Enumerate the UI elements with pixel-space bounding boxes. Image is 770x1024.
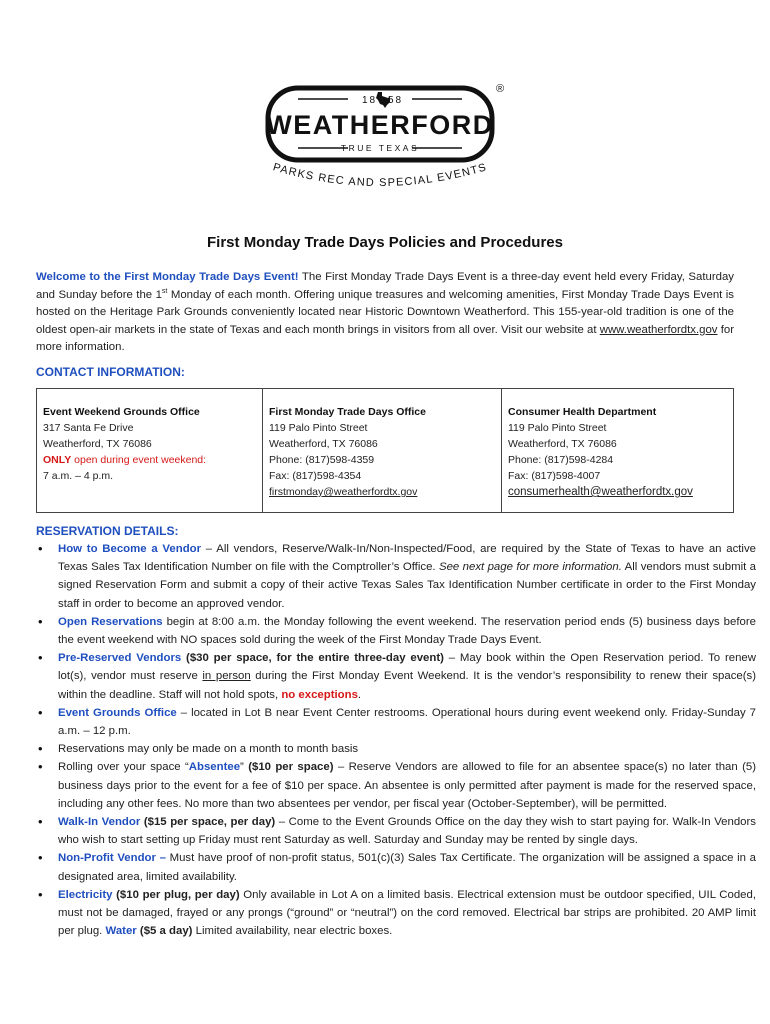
item-label: Pre-Reserved Vendors [58,652,182,665]
item-bold: ($10 per space) [243,761,334,774]
intro-paragraph [36,269,734,357]
list-item [58,540,756,613]
address-line: Weatherford, TX 76086 [43,438,152,450]
item-red: no exceptions [281,688,358,701]
item-label: Non-Profit Vendor – [58,852,166,865]
item-label: Event Grounds Office [58,706,177,719]
item-text: – All vendors, Reserve/Walk-In/Non-Inspected/Food, are required by the State of Texas to have an active Texas Sales Tax Identification Number on file with the Comptroller’s Office. [58,543,756,574]
contact-table [36,388,734,513]
item-text: – May book within the Open Reservation period. To renew lot(s), vendor must reserve [58,652,756,683]
item-text: – Reserve Vendors are allowed to file for an absentee space(s) no later than (5) business days prior to the event for a fee of $10 per space. An absentee is only permitted after payment is made for the reserved space, including any other fees. No more than two absentees per vendor, per fiscal year (October-September), will be permitted. [58,761,756,810]
item-italic: See next page for more information. [438,561,622,574]
list-item [58,758,756,813]
item-text: during the First Monday Event Weekend. It is the vendor’s responsibility to renew their space(s) within the deadline. Staff will not hold spots, [58,670,757,701]
item-underline: in person [202,670,251,683]
intro-text: The First Monday Trade Days Event is a three-day event held every Friday, Saturday and Sunday before the 1 [36,271,734,301]
address-line: 119 Palo Pinto Street [269,422,368,434]
contact-cell-consumer-health [502,389,734,513]
email-link[interactable]: firstmonday@weatherfordtx.gov [269,486,418,498]
item-text: Limited availability, near electric boxes. [192,925,393,938]
address-line: Weatherford, TX 76086 [508,438,617,450]
phone-text: Phone: (817)598-4359 [269,454,375,466]
item-label: Walk-In Vendor [58,816,141,829]
open-note: open during event weekend: [71,454,207,466]
item-text: begin at 8:00 a.m. the Monday following the event weekend. The reservation period ends (5) business days before the event weekend with NO spaces sold during the week of the First Monday Trade Days Event. [58,615,756,647]
cell-title: First Monday Trade Days Office [269,406,426,418]
reservation-list [36,540,756,940]
item-text: Rolling over your space “ [58,761,189,774]
weatherford-logo [250,78,510,203]
item-text: Only available in Lot A on a limited basis. Electrical extension must be outdoor specified, UIL Coded, must not be damaged, frayed or any prongs (“ground” or “neutral”) on the cord removed. Electrical bar strips are prohibited. 20 AMP limit per plug. [58,888,756,938]
item-label: How to Become a Vendor [58,543,202,555]
hours-text: 7 a.m. – 4 p.m. [43,470,114,482]
list-item [58,886,756,941]
item-text: – Come to the Event Grounds Office on the day they wish to start paying for. Walk-In Vendors who wish to start setting up Friday must rent Saturday as well. Saturday and Sunday may be rented by single days. [58,816,756,847]
svg-text:WEATHERFORD: WEATHERFORD [266,110,494,140]
item-label: Absentee [188,761,241,774]
intro-text: Monday of each month. Offering unique treasures and welcoming amenities, First Monday Trade Days Event is hosted on the Heritage Park Grounds conveniently located near Historic Downtown Weatherford. This 155-year-old tradition is one of the oldest open-air markets in the state of Texas and each month brings in visitors from all over. Visit our website at [36,288,734,336]
cell-title: Event Weekend Grounds Office [43,406,200,418]
item-label: Open Reservations [58,615,163,628]
item-label: Electricity [58,888,113,901]
svg-text:TRUE TEXAS: TRUE TEXAS [340,143,420,153]
item-text: Must have proof of non-profit status, 501(c)(3) Sales Tax Certificate. The organization will be assigned a space in a designated area, limited availability. [58,852,757,883]
item-bold: ($15 per space, per day) [140,816,276,829]
reservation-heading: RESERVATION DETAILS: [36,524,179,538]
phone-text: Phone: (817)598-4284 [508,454,614,466]
item-label: Water [105,925,137,938]
address-line: 119 Palo Pinto Street [508,422,607,434]
contact-cell-grounds-office [37,389,263,513]
address-line: Weatherford, TX 76086 [269,438,378,450]
list-item [58,649,756,704]
page-title: First Monday Trade Days Policies and Procedures [207,234,563,251]
item-text: – located in Lot B near Event Center restrooms. Operational hours during event weekend only. Friday-Sunday 7 a.m. – 12 p.m. [58,706,756,738]
item-bold: ($10 per plug, per day) [112,888,240,901]
fax-text: Fax: (817)598-4354 [269,470,362,482]
website-link[interactable]: www.weatherfordtx.gov [599,323,718,336]
svg-text:®: ® [496,83,505,95]
contact-heading: CONTACT INFORMATION: [36,365,185,379]
item-bold: ($5 a day) [136,925,193,938]
intro-text: for more information. [36,323,734,353]
list-item [58,813,756,849]
item-text: All vendors must submit a signed Reservation Form and submit a copy of their active Texas Sales Tax Identification Number certificate in order to the First Monday staff in order to become an approved vendor. [58,561,757,610]
svg-text:58: 58 [388,95,404,106]
item-text: . [357,688,362,701]
svg-text:18: 18 [362,95,378,106]
address-line: 317 Santa Fe Drive [43,422,134,434]
svg-text:PARKS REC AND SPECIAL EVENTS: PARKS REC AND SPECIAL EVENTS [271,161,489,190]
cell-title: Consumer Health Department [508,406,657,418]
list-item [58,849,756,885]
item-text: Reservations may only be made on a month to month basis [58,743,359,756]
only-label: ONLY [43,454,72,466]
list-item [58,613,756,649]
list-item [58,704,756,740]
item-bold: ($30 per space, for the entire three-day event) [181,652,444,665]
welcome-text: Welcome to the First Monday Trade Days Event! [36,271,299,283]
superscript: st [161,287,168,295]
contact-cell-trade-days-office [263,389,502,513]
item-text: ” [240,761,244,774]
email-link[interactable]: consumerhealth@weatherfordtx.gov [508,486,693,498]
fax-text: Fax: (817)598-4007 [508,470,601,482]
list-item [58,740,756,758]
